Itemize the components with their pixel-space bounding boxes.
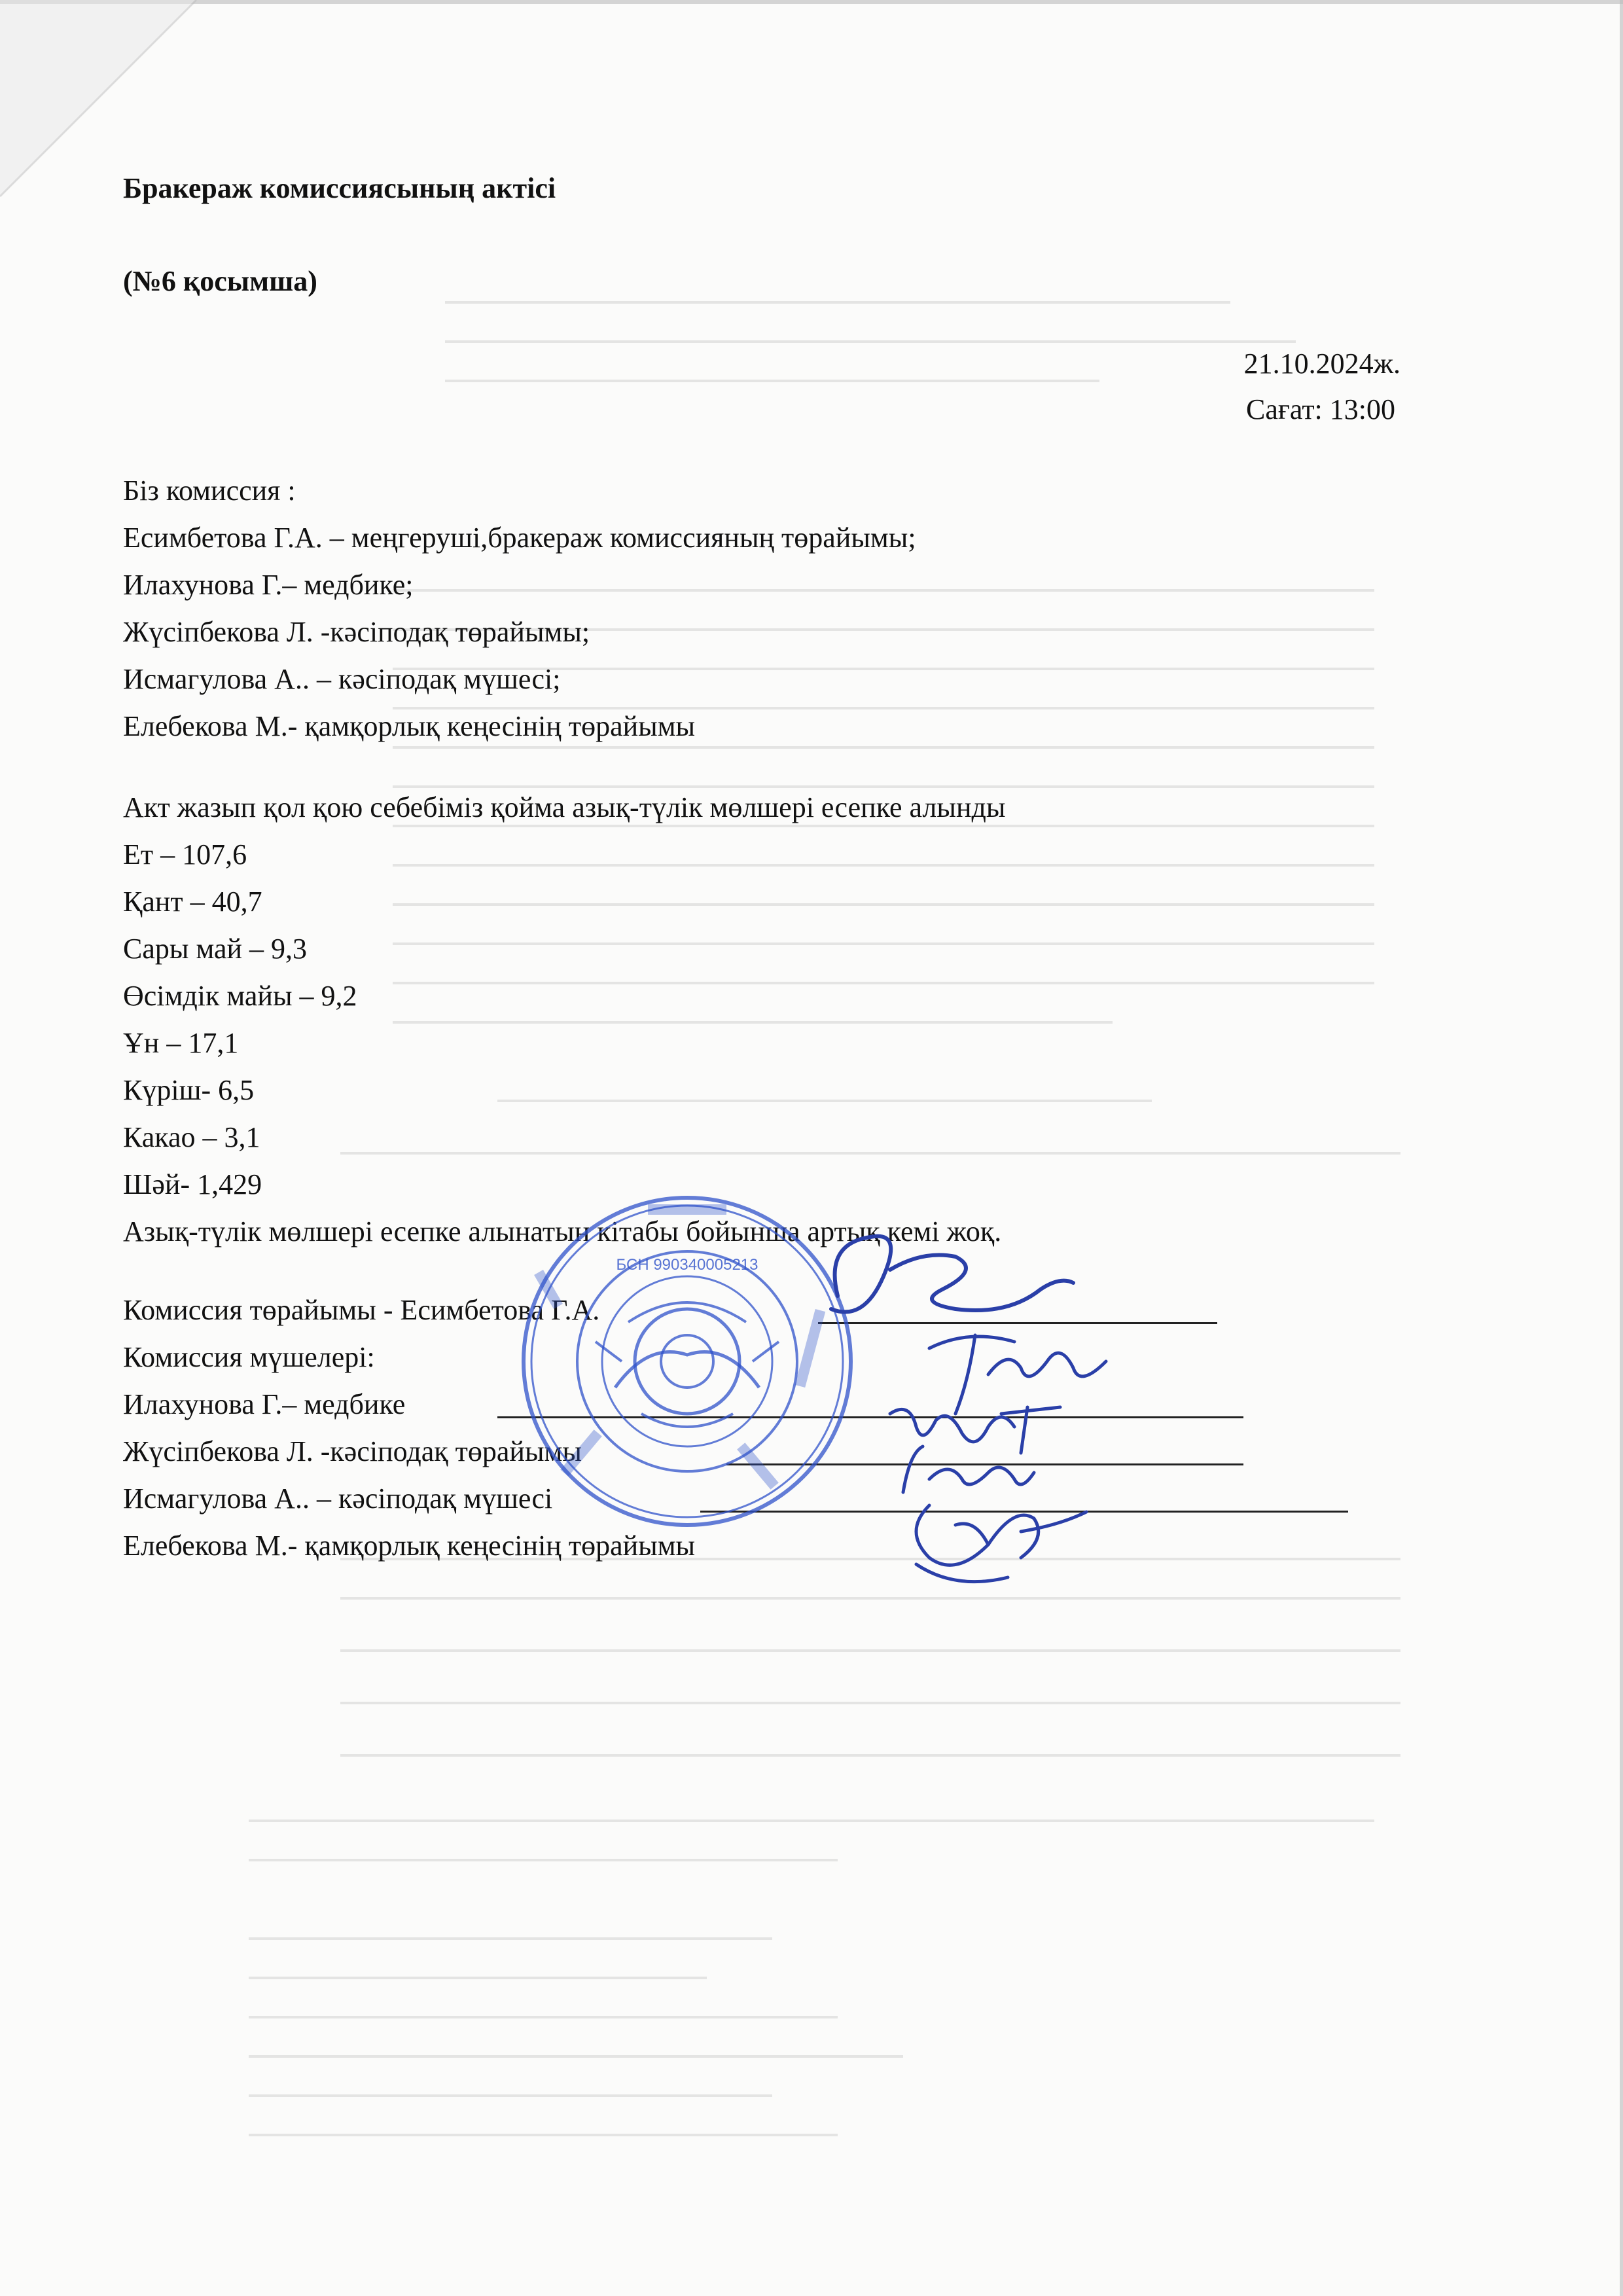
bleed-through-line xyxy=(249,1859,838,1861)
bleed-through-line xyxy=(445,340,1296,343)
bleed-through-line xyxy=(340,1597,1400,1600)
bleed-through-line xyxy=(393,746,1374,749)
commission-intro: Біз комиссия : xyxy=(123,475,296,507)
inventory-item: Какао – 3,1 xyxy=(123,1121,260,1153)
inventory-conclusion: Азық-түлік мөлшері есепке алынатын кітабы бойынша артық кемі жоқ. xyxy=(123,1215,1002,1247)
commission-member: Жүсіпбекова Л. -кәсіподақ төрайымы; xyxy=(123,616,590,648)
inventory-item: Өсімдік майы – 9,2 xyxy=(123,980,357,1012)
document-date: 21.10.2024ж. xyxy=(1243,348,1400,380)
bleed-through-line xyxy=(249,1820,1374,1822)
document-time: Сағат: 13:00 xyxy=(1246,393,1395,425)
bleed-through-line xyxy=(249,2134,838,2136)
signature-member: Илахунова Г.– медбике xyxy=(123,1388,406,1420)
bleed-through-line xyxy=(393,1021,1113,1024)
document-title: Бракераж комиссиясының актісі xyxy=(123,172,556,204)
signature-member: Исмагулова А.. – кәсіподақ мүшесі xyxy=(123,1482,553,1515)
bleed-through-line xyxy=(393,785,1374,788)
bleed-through-line xyxy=(393,982,1374,984)
bleed-through-line xyxy=(393,942,1374,945)
bleed-through-line xyxy=(445,301,1230,304)
bleed-through-line xyxy=(249,1977,707,1979)
bleed-through-line xyxy=(340,1649,1400,1652)
signature-chair: Комиссия төрайымы - Есимбетова Г.А. xyxy=(123,1294,600,1326)
inventory-item: Ет – 107,6 xyxy=(123,838,247,870)
bleed-through-line xyxy=(340,1152,1400,1155)
bleed-through-line xyxy=(249,2055,903,2058)
commission-member: Елебекова М.- қамқорлық кеңесінің төрайымы xyxy=(123,710,696,742)
bleed-through-line xyxy=(393,589,1374,592)
bleed-through-line xyxy=(393,864,1374,867)
commission-member: Илахунова Г.– медбике; xyxy=(123,569,414,601)
commission-member: Исмагулова А.. – кәсіподақ мүшесі; xyxy=(123,663,561,695)
bleed-through-line xyxy=(249,2094,772,2097)
handwritten-signature-member-4 xyxy=(890,1466,1099,1597)
bleed-through-line xyxy=(497,1100,1152,1102)
scan-edge-right xyxy=(1620,0,1623,2296)
inventory-item: Күріш- 6,5 xyxy=(123,1074,255,1106)
bleed-through-line xyxy=(249,1937,772,1940)
bleed-through-line xyxy=(340,1702,1400,1704)
inventory-intro: Акт жазып қол қою себебіміз қойма азық-түлік мөлшері есепке алынды xyxy=(123,791,1006,823)
document-subtitle: (№6 қосымша) xyxy=(123,265,317,297)
commission-member: Есимбетова Г.А. – меңгеруші,бракераж комиссияның төрайымы; xyxy=(123,522,916,554)
inventory-item: Қант – 40,7 xyxy=(123,886,262,918)
inventory-item: Сары май – 9,3 xyxy=(123,933,308,965)
scan-edge-top xyxy=(0,0,1623,4)
inventory-item: Шәй- 1,429 xyxy=(123,1168,262,1200)
inventory-item: Ұн – 17,1 xyxy=(123,1027,239,1059)
signature-member: Елебекова М.- қамқорлық кеңесінің төрайымы xyxy=(123,1530,696,1562)
bleed-through-line xyxy=(445,380,1099,382)
signature-members-heading: Комиссия мүшелері: xyxy=(123,1341,375,1373)
signature-member: Жүсіпбекова Л. -кәсіподақ төрайымы xyxy=(123,1435,582,1467)
official-round-stamp xyxy=(517,1191,857,1532)
bleed-through-line xyxy=(249,2016,838,2018)
bleed-through-line xyxy=(393,903,1374,906)
stamp-text: БСН 990340005213 xyxy=(616,1256,758,1274)
bleed-through-line xyxy=(340,1754,1400,1757)
